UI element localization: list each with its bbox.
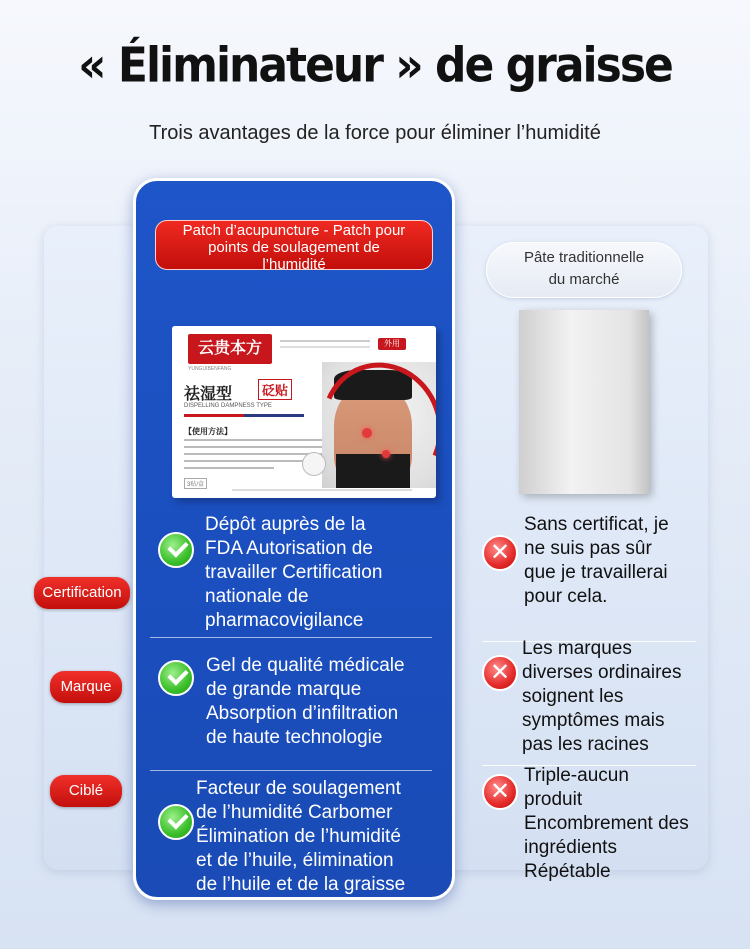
seal-icon [302, 452, 326, 476]
competitor-feature-targeted: Triple-aucun produit Encombrement des ingrédients Répétable [524, 765, 689, 882]
competitor-box-image [519, 310, 649, 494]
competitor-feature-brand: Les marques diverses ordinaires soignent les symptômes mais pas les racines [522, 638, 682, 755]
page-title: « Éliminateur » de graisse [78, 37, 672, 94]
row-divider [150, 770, 432, 771]
cross-circle-icon: ✕ [482, 655, 518, 691]
competitor-label: Pâte traditionnelle du marché [486, 242, 682, 298]
row-divider [150, 637, 432, 638]
our-feature-targeted: Facteur de soulagement de l’humidité Carbomer Élimination de l’humidité et de l’huile, élimination de l’huile et de la graisse [196, 778, 406, 895]
check-circle-icon [158, 532, 194, 568]
our-product-label: Patch d’acupuncture - Patch pour points de soulagement de l’humidité [155, 220, 433, 270]
category-label-brand: Marque [50, 671, 122, 703]
competitor-feature-certification: Sans certificat, je ne suis pas sûr que je travaillerai pour cela. [524, 514, 669, 607]
cross-circle-icon: ✕ [482, 774, 518, 810]
our-feature-certification: Dépôt auprès de la FDA Autorisation de travailler Certification nationale de pharmacovigilance [205, 514, 383, 631]
check-circle-icon [158, 804, 194, 840]
product-box-image: 云贵本方 YUNGUIBENFANG 外用 祛湿型 砭贴 DISPELLING DAMPNESS TYPE 【使用方法】 3贴/盒 [172, 326, 436, 498]
category-label-certification: Certification [34, 577, 130, 609]
cross-circle-icon: ✕ [482, 535, 518, 571]
brand-logo: 云贵本方 [188, 334, 272, 364]
category-label-targeted: Ciblé [50, 775, 122, 807]
check-circle-icon [158, 660, 194, 696]
page-subtitle: Trois avantages de la force pour éliminer l’humidité [149, 122, 601, 144]
our-feature-brand: Gel de qualité médicale de grande marque Absorption d’infiltration de haute technologie [206, 655, 405, 748]
